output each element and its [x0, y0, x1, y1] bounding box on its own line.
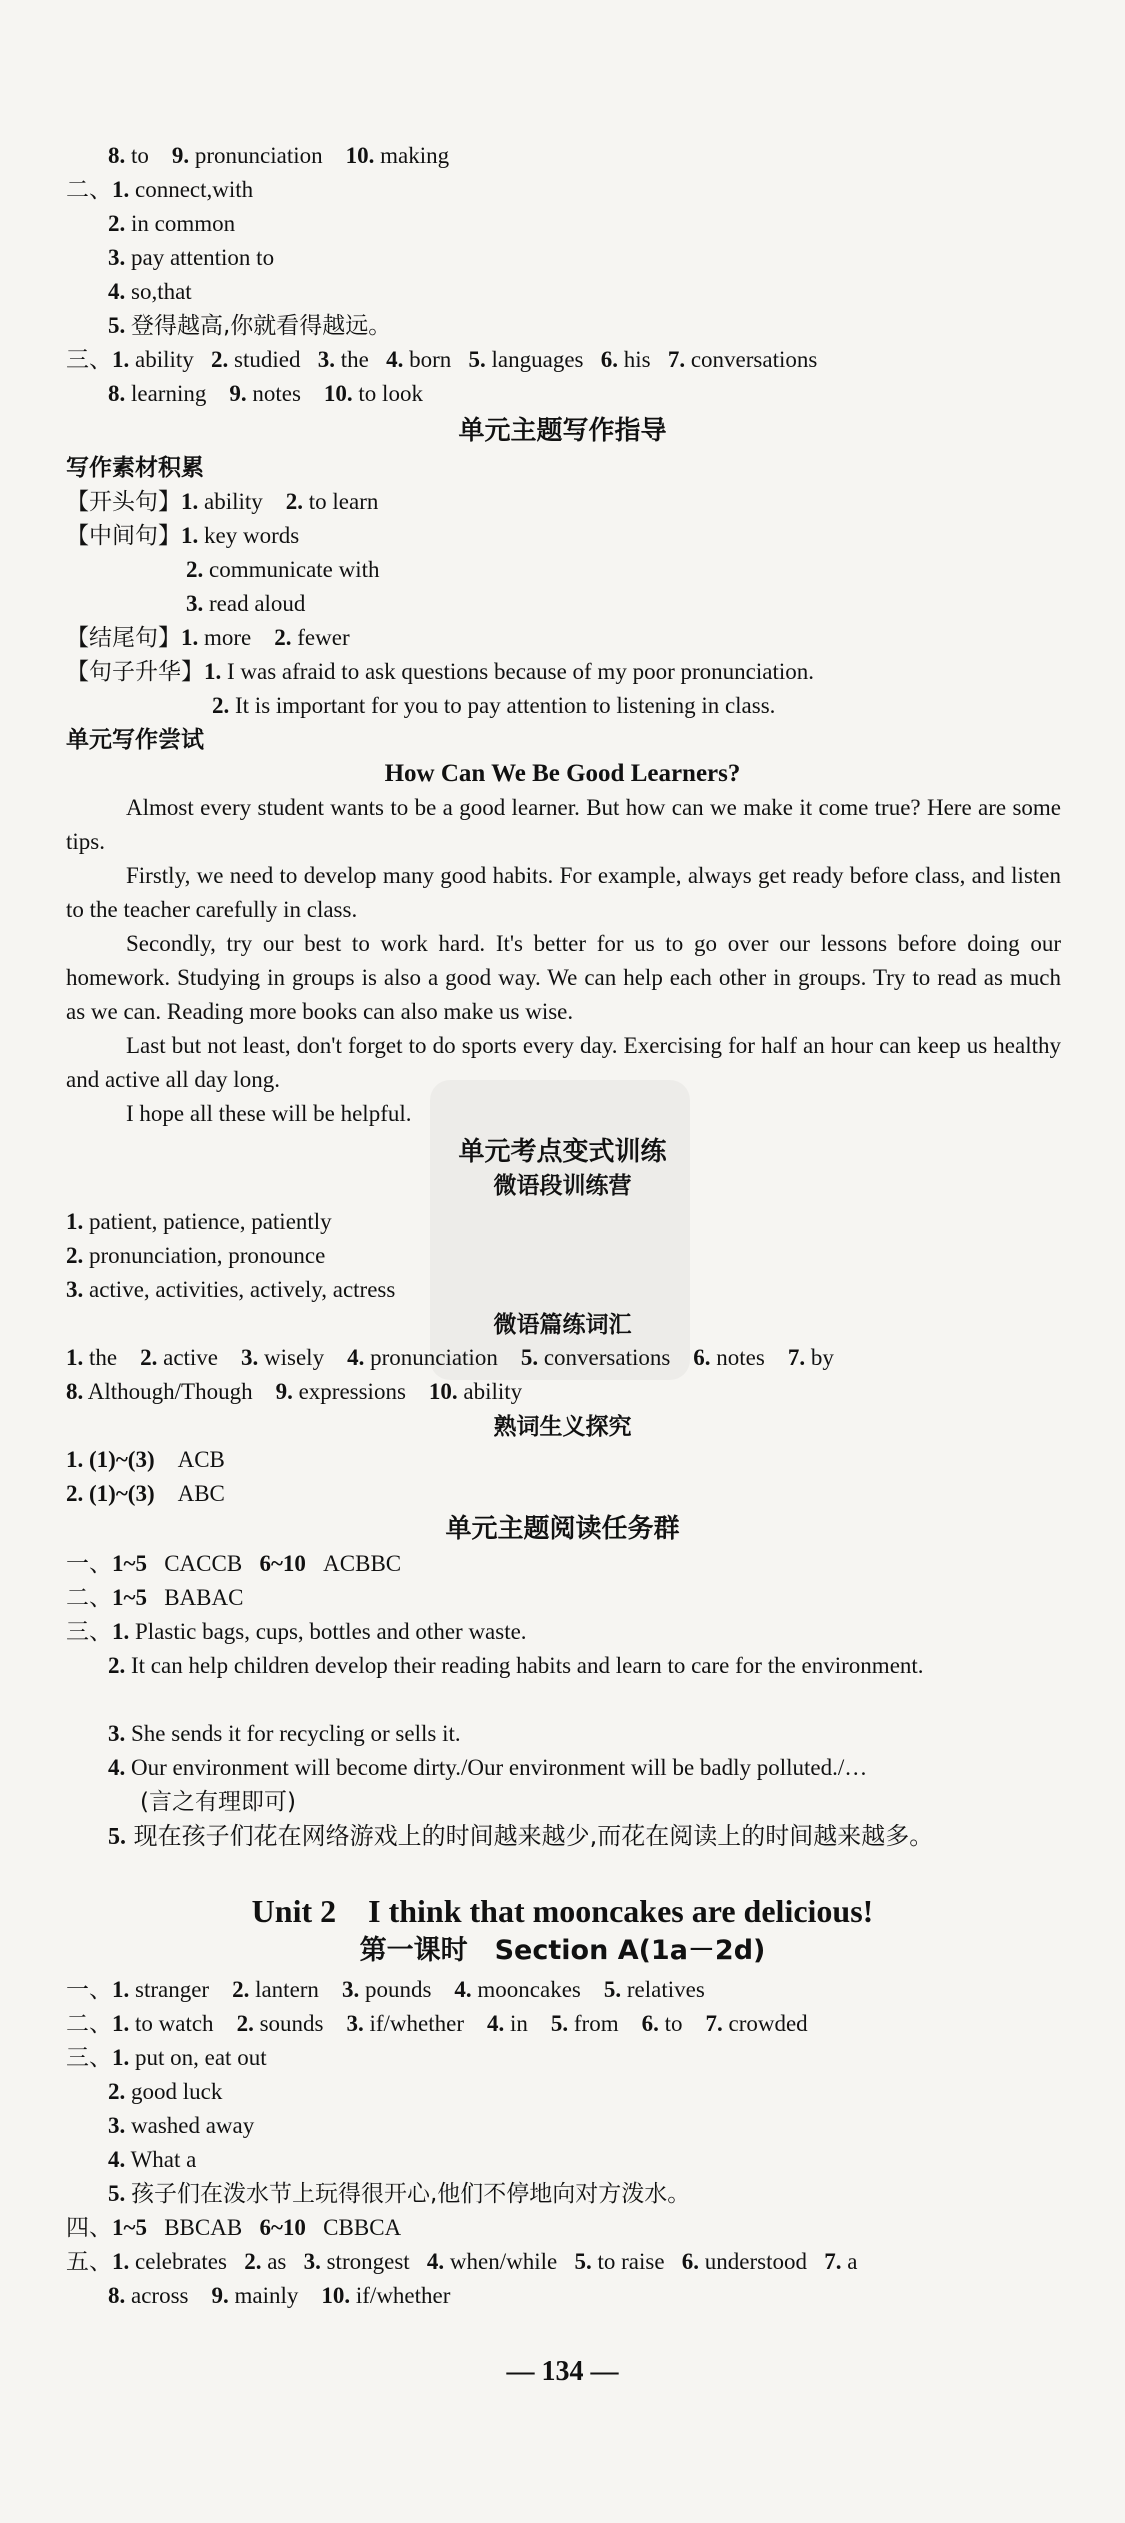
answer-line: 5. 登得越高,你就看得越远。 — [108, 313, 392, 339]
answer-line: 3. washed away — [108, 2113, 255, 2138]
answer-line: 4. Our environment will become dirty./Our environment will be badly polluted./… — [108, 1755, 868, 1780]
answer-line: 4. so,that — [108, 279, 192, 304]
answer-line: 五、1. celebrates 2. as 3. strongest 4. when/while 5. to raise 6. understood 7. a — [66, 2249, 858, 2275]
subheading: 熟词生义探究 — [493, 1414, 632, 1440]
answer-line: 一、1. stranger 2. lantern 3. pounds 4. mooncakes 5. relatives — [66, 1977, 705, 2003]
answer-line: 二、1~5 BABAC — [66, 1585, 244, 1611]
essay-paragraph: I hope all these will be helpful. — [126, 1101, 412, 1126]
answer-line: 1. the 2. active 3. wisely 4. pronunciation 5. conversations 6. notes 7. by — [66, 1345, 834, 1370]
answer-line: 8. to 9. pronunciation 10. making — [108, 143, 450, 168]
answer-line: 三、1. Plastic bags, cups, bottles and other waste. — [66, 1619, 527, 1645]
answer-line: 【开头句】1. ability 2. to learn — [66, 489, 379, 515]
answer-line: 三、1. put on, eat out — [66, 2045, 267, 2071]
answer-line: 5. 孩子们在泼水节上玩得很开心,他们不停地向对方泼水。 — [108, 2181, 691, 2207]
answer-line: 2. communicate with — [186, 557, 380, 582]
answer-line: 二、1. connect,with — [66, 177, 254, 203]
answer-line: 一、1~5 CACCB 6~10 ACBBC — [66, 1551, 402, 1577]
answer-line: 4. What a — [108, 2147, 197, 2172]
answer-line: 2. good luck — [108, 2079, 223, 2104]
answer-line: 1. patient, patience, patiently — [66, 1209, 332, 1234]
essay-paragraph: Almost every student wants to be a good learner. But how can we make it come true? Here are some tips. — [66, 795, 1061, 854]
answer-note: (言之有理即可) — [140, 1789, 296, 1815]
answer-line: 2. It is important for you to pay attention to listening in class. — [212, 693, 776, 718]
subheading: 单元写作尝试 — [66, 727, 204, 753]
answer-line: 【结尾句】1. more 2. fewer — [66, 625, 350, 651]
answer-line: 3. pay attention to — [108, 245, 275, 270]
answer-line: 2. pronunciation, pronounce — [66, 1243, 326, 1268]
essay-title: How Can We Be Good Learners? — [384, 760, 741, 787]
answer-line: 四、1~5 BBCAB 6~10 CBBCA — [66, 2215, 402, 2241]
answer-line: 【句子升华】1. I was afraid to ask questions because of my poor pronunciation. — [66, 659, 814, 685]
essay-paragraph: Firstly, we need to develop many good habits. For example, always get ready before class, and listen to the teacher carefully in class. — [66, 863, 1061, 922]
subheading: 写作素材积累 — [66, 455, 204, 481]
answer-line: 5. 现在孩子们花在网络游戏上的时间越来越少,而花在阅读上的时间越来越多。 — [108, 1822, 934, 1850]
answer-line: 2. It can help children develop their reading habits and learn to care for the environment. — [108, 1653, 924, 1678]
answer-line: 8. Although/Though 9. expressions 10. ability — [66, 1379, 523, 1404]
subheading: 微语段训练营 — [493, 1173, 632, 1199]
lesson-title: 第一课时 Section A(1a－2d) — [359, 1935, 766, 1966]
answer-line: 3. active, activities, actively, actress — [66, 1277, 396, 1302]
unit-title: Unit 2 I think that mooncakes are delicious! — [251, 1893, 874, 1929]
answer-line: 【中间句】1. key words — [66, 523, 300, 549]
essay-paragraph: Secondly, try our best to work hard. It's better for us to go over our lessons before doing our homework. Studying in groups is also a good way. We can help each other in groups. Try to read as much as we can. Reading more books can also make us wise. — [66, 931, 1061, 1024]
section-heading: 单元主题写作指导 — [458, 416, 667, 446]
answer-line: 二、1. to watch 2. sounds 3. if/whether 4. in 5. from 6. to 7. crowded — [66, 2011, 808, 2037]
answer-line: 3. She sends it for recycling or sells it. — [108, 1721, 461, 1746]
answer-line: 8. learning 9. notes 10. to look — [108, 381, 423, 406]
subheading: 微语篇练词汇 — [493, 1312, 632, 1338]
section-heading: 单元考点变式训练 — [458, 1137, 667, 1167]
answer-line: 8. across 9. mainly 10. if/whether — [108, 2283, 451, 2308]
answer-line: 三、1. ability 2. studied 3. the 4. born 5. languages 6. his 7. conversations — [66, 347, 818, 373]
answer-line: 1. (1)~(3) ACB — [66, 1447, 225, 1472]
answer-line: 2. in common — [108, 211, 236, 236]
answer-line: 3. read aloud — [186, 591, 306, 616]
answer-line: 2. (1)~(3) ABC — [66, 1481, 225, 1506]
page-number: — 134 — — [506, 2356, 619, 2387]
essay-paragraph: Last but not least, don't forget to do sports every day. Exercising for half an hour can keep us healthy and active all day long. — [66, 1033, 1061, 1092]
section-heading: 单元主题阅读任务群 — [445, 1514, 680, 1544]
